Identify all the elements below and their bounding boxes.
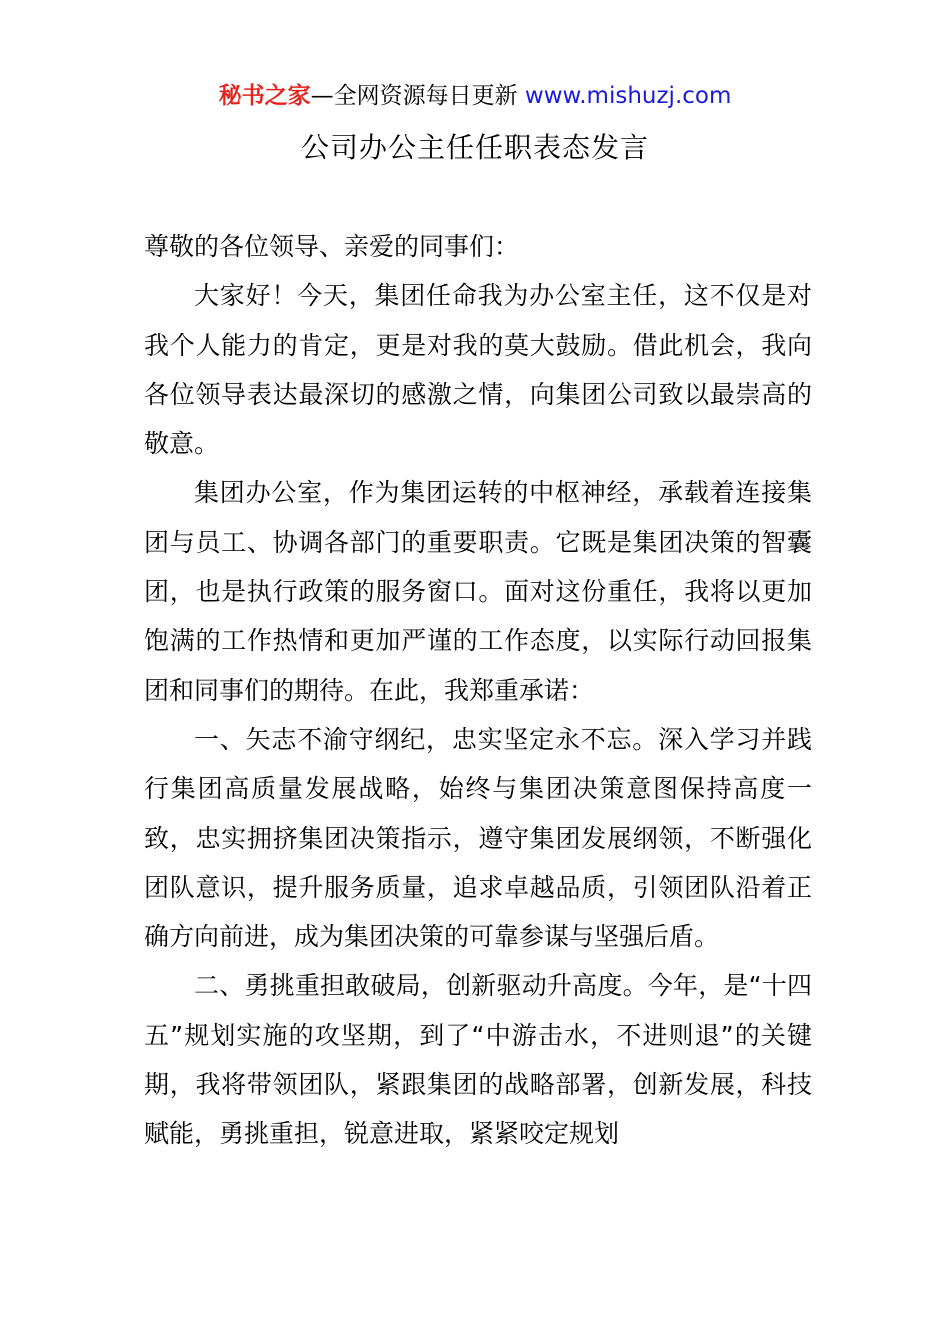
document-title: 公司办公主任任职表态发言: [300, 131, 649, 164]
site-brand: 秘书之家: [218, 83, 311, 109]
site-slogan: —全网资源每日更新: [310, 83, 525, 109]
paragraph-pledge-one: 一、矢志不渝守纲纪，忠实坚定永不忘。深入学习并践行集团高质量发展战略，始终与集团决策意图保持高度一致，忠实拥挤集团决策指示，遵守集团发展纲领，不断强化团队意识，提升服务质量，追求卓越品质，引领团队沿着正确方向前进，成为集团决策的可靠参谋与坚强后盾。: [144, 724, 812, 952]
paragraph-greeting: 大家好！今天，集团任命我为办公室主任，这不仅是对我个人能力的肯定，更是对我的莫大鼓励。借此机会，我向各位领导表达最深切的感激之情，向集团公司致以最崇高的敬意。: [144, 281, 812, 459]
paragraph-pledge-two: 二、勇挑重担敢破局，创新驱动升高度。今年，是“十四五”规划实施的攻坚期，到了“中游击水，不进则退”的关键期，我将带领团队，紧跟集团的战略部署，创新发展，科技赋能，勇挑重担，锐意进取，紧紧咬定规划: [144, 971, 812, 1149]
site-url-link[interactable]: www.mishuzj.com: [524, 83, 732, 109]
paragraph-office-role: 集团办公室，作为集团运转的中枢神经，承载着连接集团与员工、协调各部门的重要职责。它既是集团决策的智囊团，也是执行政策的服务窗口。面对这份重任，我将以更加饱满的工作热情和更加严谨的工作态度，以实际行动回报集团和同事们的期待。在此，我郑重承诺：: [144, 478, 812, 705]
site-header: [0, 80, 950, 112]
document-body: [144, 222, 812, 1159]
salutation: 尊敬的各位领导、亲爱的同事们：: [144, 232, 520, 261]
